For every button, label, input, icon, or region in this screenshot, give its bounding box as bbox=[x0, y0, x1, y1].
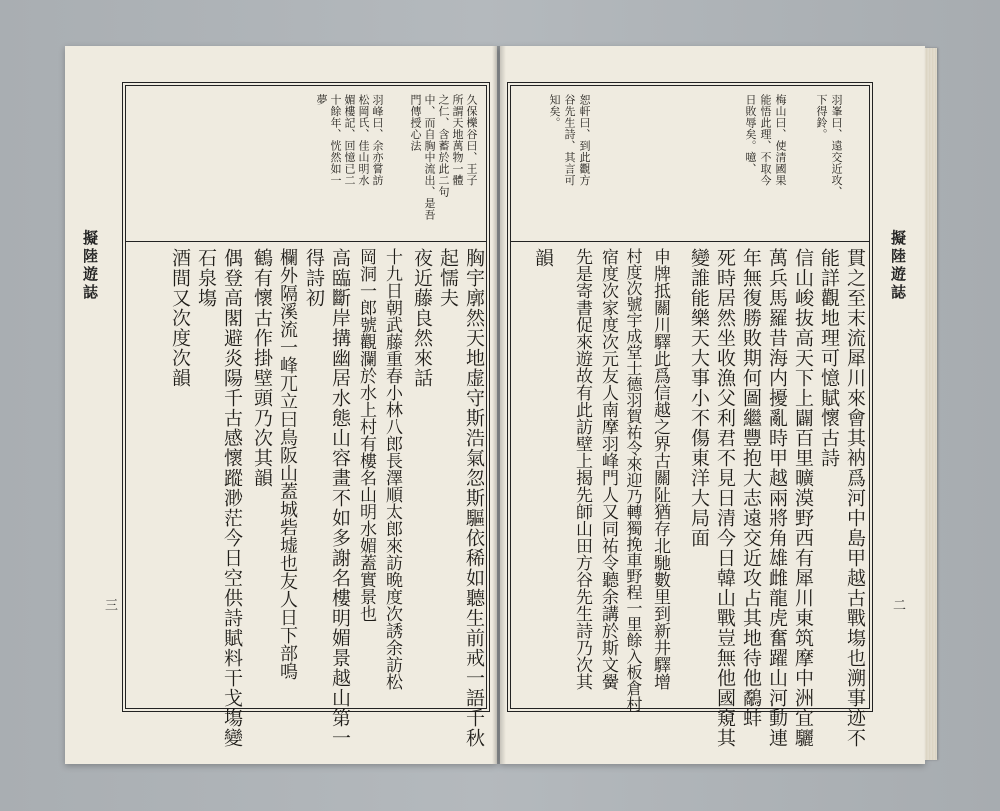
text-column: 萬兵馬羅昔海内擾亂時甲越兩將角雄雌龍虎奮躍山河動連 bbox=[766, 248, 788, 748]
left-page-number: 三 bbox=[102, 598, 117, 611]
left-running-title: 擬陸遊誌 bbox=[81, 230, 99, 302]
text-column: 十九日朝武藤重春小林八郎長澤順太郎來訪晩度次誘余訪松 bbox=[382, 248, 402, 690]
text-column: 申牌抵關川驛此爲信越之界古關阯猶存北馳數里到新井驛增 bbox=[650, 248, 670, 690]
note-line: 羽峯曰、遠交近攻、 bbox=[830, 94, 843, 198]
note-line: 中、而自胸中流出、是吾 bbox=[423, 94, 436, 221]
note-line: 下得鈴。 bbox=[815, 94, 828, 140]
note-line: 谷先生詩、其言可 bbox=[563, 94, 576, 186]
text-column: 岡洞一郎號觀瀾於水上村有樓名山明水媚蓋實景也 bbox=[356, 248, 376, 622]
right-text-frame bbox=[507, 82, 873, 748]
text-column: 韻 bbox=[532, 248, 554, 268]
text-column: 石泉塲 bbox=[195, 248, 217, 308]
text-column: 信山峻抜高天下上闢百里曠漠野西有犀川東筑摩中洲宜驪 bbox=[792, 248, 814, 748]
note-line: 知矣。 bbox=[548, 94, 561, 129]
text-column: 欄外隔溪流一峰兀立曰鳥阪山蓋城砦墟也友人日下部鳴 bbox=[277, 248, 298, 680]
text-column: 偶登高閣避炎陽千古感懷蹤渺茫今日空供詩賦料干戈塲變 bbox=[221, 248, 243, 748]
right-running-title: 擬陸遊誌 bbox=[889, 230, 907, 302]
note-line: 日敗辱矣。噫、 bbox=[744, 94, 757, 175]
text-column: 高臨斷岸搆幽居水態山容畫不如多謝名樓明媚景越山第一 bbox=[329, 248, 351, 748]
text-column: 貫之至末流犀川來會其衲爲河中島甲越古戰塲也溯事迹不 bbox=[844, 248, 866, 748]
text-column: 得詩初 bbox=[303, 248, 325, 308]
note-line: 羽峰曰、余亦嘗訪 bbox=[371, 94, 384, 186]
page-edges bbox=[925, 48, 937, 760]
note-line: 媚樓記、回憶已二 bbox=[343, 94, 356, 186]
note-line: 松岡氏、佳山明水 bbox=[357, 94, 370, 186]
text-column: 先是寄書促來遊故有此訪壁上揭先師山田方谷先生詩乃次其 bbox=[572, 248, 592, 690]
text-column: 起懦夫 bbox=[437, 248, 459, 308]
text-column: 宿度次家度次元友人南摩羽峰門人又同祐令聽余講於斯文黌 bbox=[598, 248, 618, 690]
text-column: 變誰能樂天大事小不傷東洋大局面 bbox=[688, 248, 710, 548]
commentary-divider bbox=[511, 241, 869, 242]
text-column: 死時居然坐收漁父利君不見日清今日韓山戰豈無他國窺其 bbox=[714, 248, 736, 748]
note-line: 梅山曰、使清國果 bbox=[774, 94, 787, 186]
text-column: 酒間又次度次韻 bbox=[169, 248, 191, 388]
book-gutter bbox=[492, 46, 506, 764]
text-column: 胸宇廓然天地虚守斯浩氣忽斯驅依稀如聽生前戒一語千秋 bbox=[463, 248, 485, 748]
note-line: 能悟此理、不取今 bbox=[759, 94, 772, 186]
commentary-divider bbox=[126, 241, 486, 242]
text-column: 鶴有懷古作掛壁頭乃次其韻 bbox=[251, 248, 273, 488]
note-line: 所謂天地萬物一體 bbox=[451, 94, 464, 186]
note-line: 夢 bbox=[315, 94, 328, 106]
note-line: 之仁、含蓄於此二句 bbox=[437, 94, 450, 198]
note-line: 門傳授心法 bbox=[409, 94, 422, 152]
text-column: 年無復勝敗期何圖繼豐抱大志遠交近攻占其地待他鷸蚌 bbox=[740, 248, 762, 728]
text-column: 能詳觀地理可憶賦懷古詩 bbox=[818, 248, 840, 468]
text-column: 村度次號宇成堂士德羽賀祐令來迎乃轉獨挽車野程一里餘入板倉村 bbox=[624, 248, 643, 712]
note-line: 恕軒曰、到此觀方 bbox=[578, 94, 591, 186]
left-text-frame bbox=[122, 82, 490, 748]
note-line: 久保櫟谷曰、王子 bbox=[465, 94, 478, 186]
note-line: 十餘年、恍然如一 bbox=[329, 94, 342, 186]
right-page-number: 二 bbox=[890, 598, 905, 611]
text-column: 夜近藤良然來話 bbox=[411, 248, 433, 388]
